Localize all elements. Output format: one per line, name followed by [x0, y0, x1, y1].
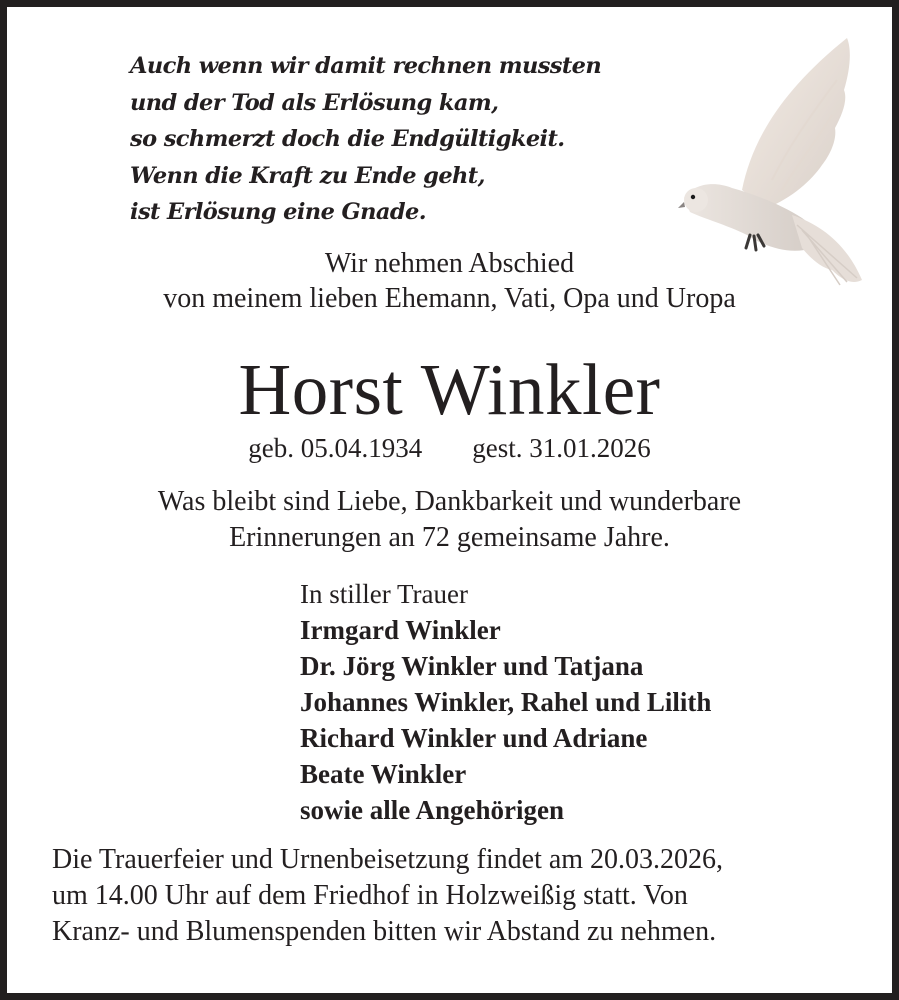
poem-line: und der Tod als Erlösung kam,	[130, 89, 499, 116]
tribute-line-2: Erinnerungen an 72 gemeinsame Jahre.	[229, 522, 670, 553]
poem-line: Auch wenn wir damit rechnen mussten	[130, 53, 602, 79]
mourner-name: Richard Winkler und Adriane	[300, 723, 648, 753]
farewell-text	[0, 246, 899, 316]
mourner-name: Beate Winkler	[300, 759, 467, 789]
poem-line: so schmerzt doch die Endgültigkeit.	[130, 126, 565, 152]
notice-line: Die Trauerfeier und Urnenbeisetzung findet am 20.03.2026,	[52, 844, 724, 875]
tribute-text	[0, 484, 899, 556]
mourners-intro: In stiller Trauer	[300, 579, 468, 609]
notice-line: um 14.00 Uhr auf dem Friedhof in Holzweißig statt. Von	[52, 880, 688, 911]
deceased-name: Horst Winkler	[238, 349, 661, 430]
poem-line: Wenn die Kraft zu Ende geht,	[130, 162, 485, 189]
funeral-notice	[52, 842, 852, 950]
farewell-line-1: Wir nehmen Abschied	[324, 248, 575, 279]
poem	[130, 48, 690, 231]
mourner-name: Irmgard Winkler	[300, 615, 501, 645]
farewell-line-2: von meinem lieben Ehemann, Vati, Opa und Uropa	[163, 283, 736, 314]
life-dates	[0, 430, 899, 466]
tribute-line-1: Was bleibt sind Liebe, Dankbarkeit und wunderbare	[157, 486, 742, 517]
poem-line: ist Erlösung eine Gnade.	[130, 199, 426, 225]
notice-line: Kranz- und Blumenspenden bitten wir Abstand zu nehmen.	[52, 916, 717, 947]
mourner-name: sowie alle Angehörigen	[300, 795, 564, 825]
birth-date: geb. 05.04.1934	[248, 433, 423, 463]
mourners-list	[300, 576, 711, 828]
death-date: gest. 31.01.2026	[472, 433, 651, 463]
mourner-name: Dr. Jörg Winkler und Tatjana	[300, 651, 644, 681]
mourner-name: Johannes Winkler, Rahel und Lilith	[300, 687, 712, 717]
